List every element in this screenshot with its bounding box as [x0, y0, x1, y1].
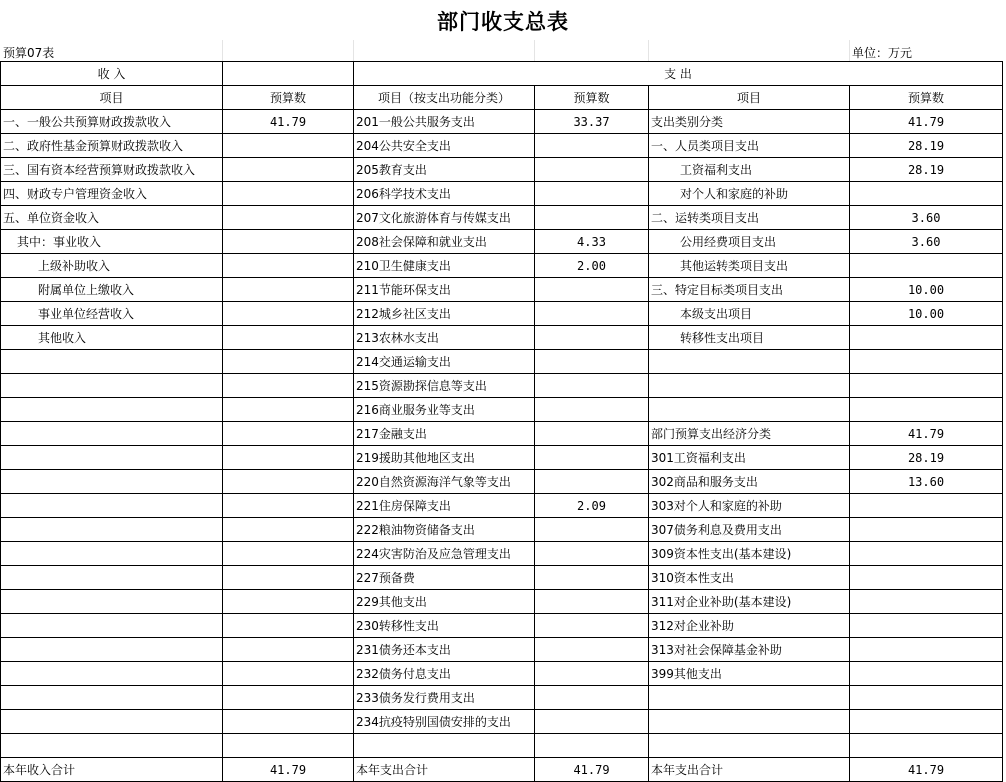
category-budget-cell: 41.79 — [850, 758, 1003, 782]
table-row — [1, 134, 1003, 158]
function-item-cell: 206科学技术支出 — [354, 182, 535, 206]
category-item-cell: 三、特定目标类项目支出 — [649, 278, 850, 302]
category-item-cell: 310资本性支出 — [649, 566, 850, 590]
col-header-budget: 预算数 — [223, 86, 354, 110]
page-title: 部门收支总表 — [437, 10, 569, 34]
category-item-cell: 309资本性支出(基本建设) — [649, 542, 850, 566]
table-row — [1, 638, 1003, 662]
function-budget-cell — [535, 350, 649, 374]
function-item-cell: 212城乡社区支出 — [354, 302, 535, 326]
function-budget-cell — [535, 686, 649, 710]
income-budget-cell — [223, 686, 354, 710]
table-row — [1, 182, 1003, 206]
function-item-cell: 205教育支出 — [354, 158, 535, 182]
category-budget-cell: 41.79 — [850, 422, 1003, 446]
income-item-cell — [1, 398, 223, 422]
category-item-cell — [649, 686, 850, 710]
income-budget-cell — [223, 350, 354, 374]
function-budget-cell — [535, 278, 649, 302]
category-item-cell: 313对社会保障基金补助 — [649, 638, 850, 662]
table-row — [1, 686, 1003, 710]
income-item-cell — [1, 710, 223, 734]
function-item-cell: 229其他支出 — [354, 590, 535, 614]
col-header-func-item: 项目（按支出功能分类） — [354, 86, 535, 110]
income-item-cell — [1, 374, 223, 398]
function-budget-cell — [535, 518, 649, 542]
function-item-cell: 227预备费 — [354, 566, 535, 590]
sheet-meta-row — [0, 40, 1006, 61]
income-item-cell — [1, 542, 223, 566]
function-item-cell: 216商业服务业等支出 — [354, 398, 535, 422]
category-item-cell: 399其他支出 — [649, 662, 850, 686]
function-budget-cell — [535, 638, 649, 662]
income-budget-cell — [223, 302, 354, 326]
function-budget-cell: 33.37 — [535, 110, 649, 134]
income-item-cell: 附属单位上缴收入 — [1, 278, 223, 302]
category-budget-cell — [850, 614, 1003, 638]
grid-line — [222, 40, 223, 61]
income-budget-cell — [223, 542, 354, 566]
category-item-cell: 其他运转类项目支出 — [649, 254, 850, 278]
income-item-cell: 一、一般公共预算财政拨款收入 — [1, 110, 223, 134]
income-budget-cell — [223, 494, 354, 518]
category-budget-cell — [850, 398, 1003, 422]
table-row — [1, 278, 1003, 302]
category-budget-cell — [850, 710, 1003, 734]
table-row — [1, 230, 1003, 254]
table-row — [1, 206, 1003, 230]
category-budget-cell: 41.79 — [850, 110, 1003, 134]
income-item-cell: 事业单位经营收入 — [1, 302, 223, 326]
column-header-row — [1, 86, 1003, 110]
function-item-cell: 234抗疫特别国债安排的支出 — [354, 710, 535, 734]
header-group-row — [1, 62, 1003, 86]
income-budget-cell — [223, 446, 354, 470]
function-item-cell: 220自然资源海洋气象等支出 — [354, 470, 535, 494]
function-item-cell: 221住房保障支出 — [354, 494, 535, 518]
function-budget-cell — [535, 398, 649, 422]
function-budget-cell — [535, 614, 649, 638]
category-item-cell — [649, 374, 850, 398]
income-item-cell — [1, 614, 223, 638]
function-budget-cell — [535, 326, 649, 350]
income-item-cell — [1, 518, 223, 542]
income-item-cell — [1, 686, 223, 710]
form-number: 预算07表 — [3, 46, 55, 60]
function-budget-cell — [535, 590, 649, 614]
category-budget-cell — [850, 326, 1003, 350]
function-budget-cell — [535, 134, 649, 158]
function-item-cell: 本年支出合计 — [354, 758, 535, 782]
category-budget-cell: 3.60 — [850, 206, 1003, 230]
income-budget-cell — [223, 710, 354, 734]
table-row — [1, 326, 1003, 350]
income-item-cell — [1, 662, 223, 686]
category-budget-cell — [850, 518, 1003, 542]
function-budget-cell: 41.79 — [535, 758, 649, 782]
function-item-cell: 215资源勘探信息等支出 — [354, 374, 535, 398]
income-budget-cell — [223, 662, 354, 686]
function-item-cell: 222粮油物资储备支出 — [354, 518, 535, 542]
function-item-cell: 230转移性支出 — [354, 614, 535, 638]
income-item-cell: 上级补助收入 — [1, 254, 223, 278]
income-budget-cell — [223, 326, 354, 350]
income-item-cell — [1, 590, 223, 614]
income-budget-cell — [223, 134, 354, 158]
income-budget-cell — [223, 566, 354, 590]
table-row — [1, 710, 1003, 734]
category-item-cell: 本级支出项目 — [649, 302, 850, 326]
function-budget-cell — [535, 302, 649, 326]
col-header-item3: 项目 — [649, 86, 850, 110]
category-item-cell: 对个人和家庭的补助 — [649, 182, 850, 206]
income-budget-cell — [223, 518, 354, 542]
function-item-cell: 232债务付息支出 — [354, 662, 535, 686]
category-item-cell: 部门预算支出经济分类 — [649, 422, 850, 446]
function-item-cell: 233债务发行费用支出 — [354, 686, 535, 710]
income-budget-cell — [223, 398, 354, 422]
expense-header: 支 出 — [354, 62, 1003, 86]
category-budget-cell: 10.00 — [850, 278, 1003, 302]
income-item-cell — [1, 422, 223, 446]
category-item-cell: 311对企业补助(基本建设) — [649, 590, 850, 614]
income-item-cell — [1, 350, 223, 374]
income-item-cell: 四、财政专户管理资金收入 — [1, 182, 223, 206]
function-budget-cell — [535, 662, 649, 686]
category-item-cell: 301工资福利支出 — [649, 446, 850, 470]
function-budget-cell — [535, 446, 649, 470]
income-budget-cell — [223, 374, 354, 398]
income-budget-cell — [223, 470, 354, 494]
income-budget-cell — [223, 638, 354, 662]
category-budget-cell: 28.19 — [850, 134, 1003, 158]
category-budget-cell — [850, 542, 1003, 566]
category-budget-cell — [850, 182, 1003, 206]
table-row — [1, 590, 1003, 614]
function-item-cell: 201一般公共服务支出 — [354, 110, 535, 134]
col-header-budget2: 预算数 — [535, 86, 649, 110]
income-item-cell: 其中：事业收入 — [1, 230, 223, 254]
table-row — [1, 398, 1003, 422]
category-item-cell — [649, 398, 850, 422]
income-budget-cell — [223, 254, 354, 278]
income-item-cell: 本年收入合计 — [1, 758, 223, 782]
function-budget-cell — [535, 566, 649, 590]
income-item-cell: 三、国有资本经营预算财政拨款收入 — [1, 158, 223, 182]
function-budget-cell — [535, 710, 649, 734]
table-row — [1, 302, 1003, 326]
category-budget-cell: 28.19 — [850, 158, 1003, 182]
table-row — [1, 422, 1003, 446]
table-row — [1, 662, 1003, 686]
function-item-cell: 204公共安全支出 — [354, 134, 535, 158]
function-item-cell: 213农林水支出 — [354, 326, 535, 350]
grid-line — [648, 40, 649, 61]
table-row — [1, 566, 1003, 590]
category-item-cell: 转移性支出项目 — [649, 326, 850, 350]
income-budget-cell — [223, 590, 354, 614]
income-budget-cell — [223, 230, 354, 254]
function-item-cell: 207文化旅游体育与传媒支出 — [354, 206, 535, 230]
income-budget-cell — [223, 614, 354, 638]
category-item-cell: 312对企业补助 — [649, 614, 850, 638]
income-budget-cell — [223, 206, 354, 230]
function-budget-cell: 4.33 — [535, 230, 649, 254]
table-row — [1, 518, 1003, 542]
income-item-cell: 其他收入 — [1, 326, 223, 350]
table-row — [1, 254, 1003, 278]
empty-cell — [223, 62, 354, 86]
category-budget-cell — [850, 686, 1003, 710]
function-item-cell: 217金融支出 — [354, 422, 535, 446]
income-item-cell — [1, 470, 223, 494]
table-row — [1, 446, 1003, 470]
category-budget-cell — [850, 662, 1003, 686]
table-row — [1, 158, 1003, 182]
col-header-item: 项目 — [1, 86, 223, 110]
income-item-cell — [1, 446, 223, 470]
category-item-cell: 303对个人和家庭的补助 — [649, 494, 850, 518]
function-item-cell: 211节能环保支出 — [354, 278, 535, 302]
function-budget-cell: 2.00 — [535, 254, 649, 278]
function-item-cell: 219援助其他地区支出 — [354, 446, 535, 470]
category-item-cell: 302商品和服务支出 — [649, 470, 850, 494]
category-item-cell — [649, 710, 850, 734]
table-row — [1, 494, 1003, 518]
function-budget-cell: 2.09 — [535, 494, 649, 518]
function-budget-cell — [535, 206, 649, 230]
function-item-cell: 224灾害防治及应急管理支出 — [354, 542, 535, 566]
category-budget-cell — [850, 590, 1003, 614]
category-item-cell: 二、运转类项目支出 — [649, 206, 850, 230]
budget-summary-table — [0, 61, 1003, 782]
category-item-cell: 工资福利支出 — [649, 158, 850, 182]
table-row — [1, 542, 1003, 566]
category-budget-cell: 10.00 — [850, 302, 1003, 326]
income-budget-cell — [223, 278, 354, 302]
category-budget-cell — [850, 566, 1003, 590]
function-budget-cell — [535, 374, 649, 398]
function-budget-cell — [535, 542, 649, 566]
function-budget-cell — [535, 158, 649, 182]
category-budget-cell: 13.60 — [850, 470, 1003, 494]
income-item-cell — [1, 638, 223, 662]
table-row — [1, 350, 1003, 374]
category-item-cell: 一、人员类项目支出 — [649, 134, 850, 158]
function-budget-cell — [535, 182, 649, 206]
unit-label: 单位：万元 — [852, 46, 913, 60]
category-budget-cell — [850, 374, 1003, 398]
function-item-cell: 214交通运输支出 — [354, 350, 535, 374]
category-budget-cell — [850, 494, 1003, 518]
category-budget-cell: 28.19 — [850, 446, 1003, 470]
category-item-cell: 公用经费项目支出 — [649, 230, 850, 254]
grid-line — [353, 40, 354, 61]
income-item-cell — [1, 494, 223, 518]
table-row — [1, 614, 1003, 638]
table-row — [1, 374, 1003, 398]
income-budget-cell — [223, 182, 354, 206]
category-budget-cell — [850, 350, 1003, 374]
income-item-cell: 五、单位资金收入 — [1, 206, 223, 230]
function-budget-cell — [535, 470, 649, 494]
function-budget-cell — [535, 422, 649, 446]
income-budget-cell: 41.79 — [223, 758, 354, 782]
income-item-cell — [1, 566, 223, 590]
category-budget-cell: 3.60 — [850, 230, 1003, 254]
category-budget-cell — [850, 254, 1003, 278]
function-item-cell: 210卫生健康支出 — [354, 254, 535, 278]
grid-line — [534, 40, 535, 61]
income-budget-cell — [223, 158, 354, 182]
income-budget-cell: 41.79 — [223, 110, 354, 134]
category-budget-cell — [850, 638, 1003, 662]
income-budget-cell — [223, 422, 354, 446]
category-item-cell: 307债务利息及费用支出 — [649, 518, 850, 542]
category-item-cell: 本年支出合计 — [649, 758, 850, 782]
category-item-cell — [649, 350, 850, 374]
function-item-cell: 231债务还本支出 — [354, 638, 535, 662]
total-row — [1, 758, 1003, 782]
category-item-cell: 支出类别分类 — [649, 110, 850, 134]
col-header-budget3: 预算数 — [850, 86, 1003, 110]
income-header: 收 入 — [1, 62, 223, 86]
function-item-cell: 208社会保障和就业支出 — [354, 230, 535, 254]
table-row — [1, 470, 1003, 494]
income-item-cell: 二、政府性基金预算财政拨款收入 — [1, 134, 223, 158]
grid-line — [849, 40, 850, 61]
table-row — [1, 110, 1003, 134]
